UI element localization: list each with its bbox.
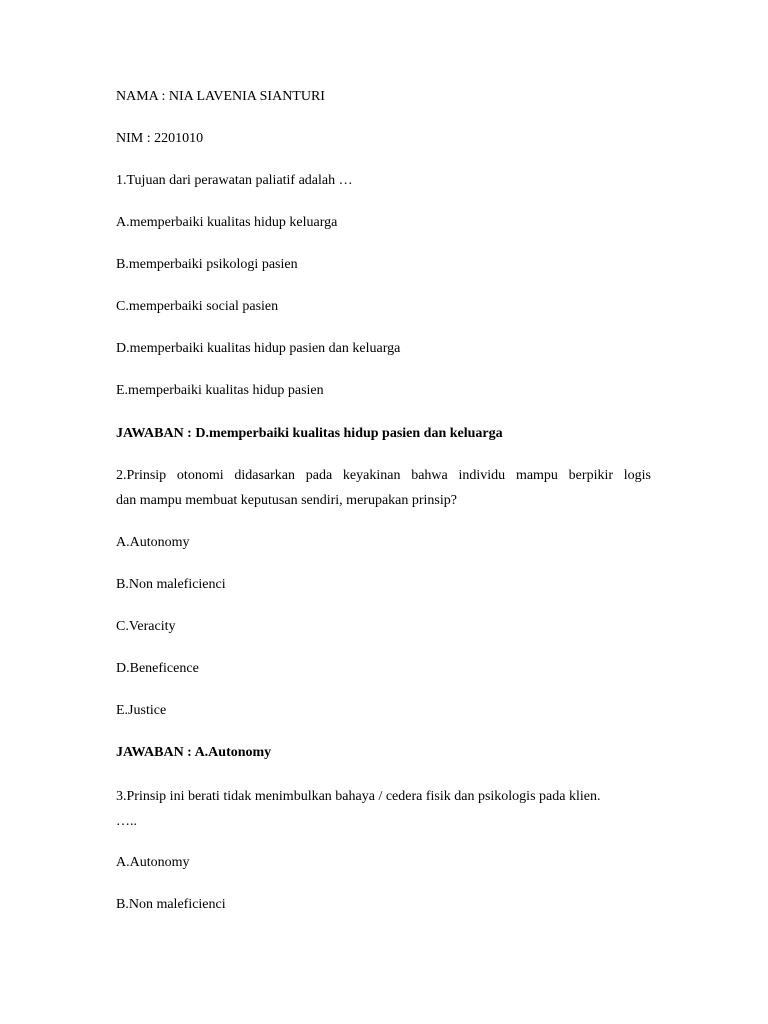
q1-option-b: B.memperbaiki psikologi pasien: [116, 257, 298, 272]
question-2-line-2: dan mampu membuat keputusan sendiri, merupakan prinsip?: [116, 493, 457, 508]
q1-option-a: A.memperbaiki kualitas hidup keluarga: [116, 215, 338, 230]
q2-option-c: C.Veracity: [116, 619, 176, 634]
question-2: [116, 463, 651, 513]
q1-option-c: C.memperbaiki social pasien: [116, 299, 279, 314]
question-3-line-1: 3.Prinsip ini berati tidak menimbulkan bahaya / cedera fisik dan psikologis pada klien.: [116, 789, 601, 804]
question-2-line-1: 2.Prinsip otonomi didasarkan pada keyakinan bahwa individu mampu berpikir logis: [116, 468, 651, 483]
q3-option-a: A.Autonomy: [116, 855, 190, 870]
q2-option-e: E.Justice: [116, 703, 167, 718]
q1-answer: JAWABAN : D.memperbaiki kualitas hidup pasien dan keluarga: [116, 426, 503, 441]
student-nim: NIM : 2201010: [116, 131, 204, 146]
question-3-line-2: …..: [116, 814, 137, 829]
q2-option-a: A.Autonomy: [116, 535, 190, 550]
q2-option-b: B.Non maleficienci: [116, 577, 226, 592]
q3-option-b: B.Non maleficienci: [116, 897, 226, 912]
q1-option-e: E.memperbaiki kualitas hidup pasien: [116, 383, 324, 398]
q2-option-d: D.Beneficence: [116, 661, 199, 676]
q1-option-d: D.memperbaiki kualitas hidup pasien dan keluarga: [116, 341, 401, 356]
q2-answer: JAWABAN : A.Autonomy: [116, 745, 272, 760]
student-name: NAMA : NIA LAVENIA SIANTURI: [116, 89, 325, 104]
question-1: 1.Tujuan dari perawatan paliatif adalah …: [116, 173, 353, 188]
